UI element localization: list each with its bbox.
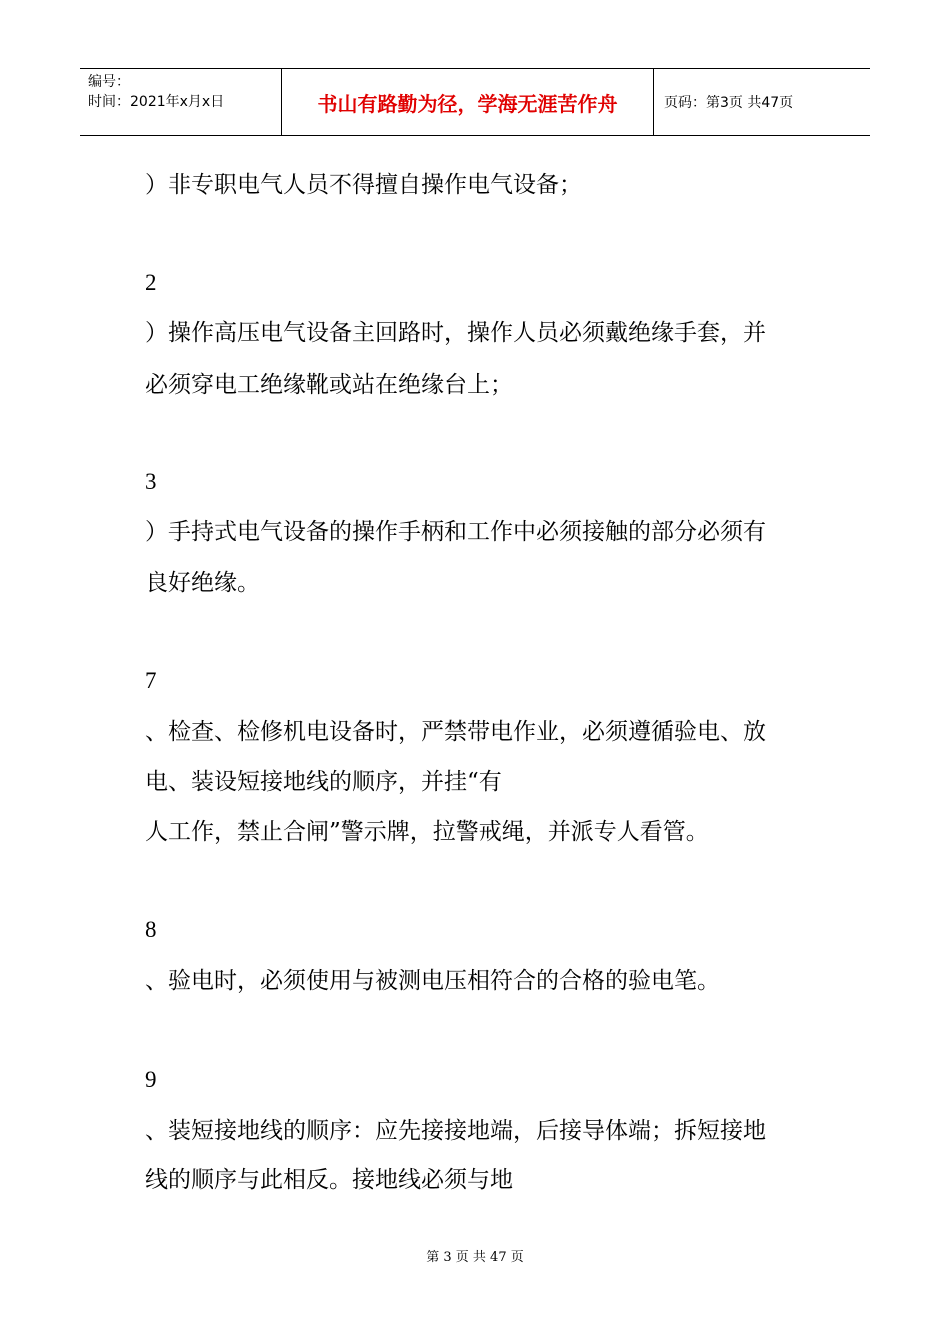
paragraph-line: 线的顺序与此相反。接地线必须与地 — [145, 1167, 513, 1193]
document-number-label: 编号： — [88, 74, 130, 90]
paragraph-line: 良好绝缘。 — [145, 570, 260, 596]
item-number: 8 — [145, 917, 157, 942]
document-time-label: 时间：2021年x月x日 — [88, 94, 225, 110]
paragraph-line: 、验电时，必须使用与被测电压相符合的合格的验电笔。 — [145, 968, 720, 994]
paragraph-line: 、检查、检修机电设备时，严禁带电作业，必须遵循验电、放 — [145, 719, 766, 745]
paragraph-line: 必须穿电工绝缘靴或站在绝缘台上； — [145, 372, 513, 398]
paragraph-line: ）手持式电气设备的操作手柄和工作中必须接触的部分必须有 — [145, 519, 766, 545]
header-motto: 书山有路勤为径，学海无涯苦作舟 — [282, 69, 654, 135]
paragraph-line: 电、装设短接地线的顺序，并挂“有 — [145, 769, 502, 795]
document-header — [80, 68, 870, 136]
paragraph-line: ）非专职电气人员不得擅自操作电气设备； — [145, 172, 582, 198]
paragraph-line: ）操作高压电气设备主回路时，操作人员必须戴绝缘手套，并 — [145, 320, 766, 346]
item-number: 9 — [145, 1067, 157, 1092]
paragraph-line: 、装短接地线的顺序：应先接接地端，后接导体端；拆短接地 — [145, 1118, 766, 1144]
page-footer: 第 3 页 共 47 页 — [426, 1250, 524, 1265]
paragraph-line: 人工作，禁止合闸”警示牌，拉警戒绳，并派专人看管。 — [145, 819, 709, 845]
item-number: 3 — [145, 469, 157, 494]
header-meta-cell — [80, 69, 282, 135]
item-number: 2 — [145, 270, 157, 295]
item-number: 7 — [145, 668, 157, 693]
header-page-code: 页码：第3页 共47页 — [664, 95, 794, 111]
